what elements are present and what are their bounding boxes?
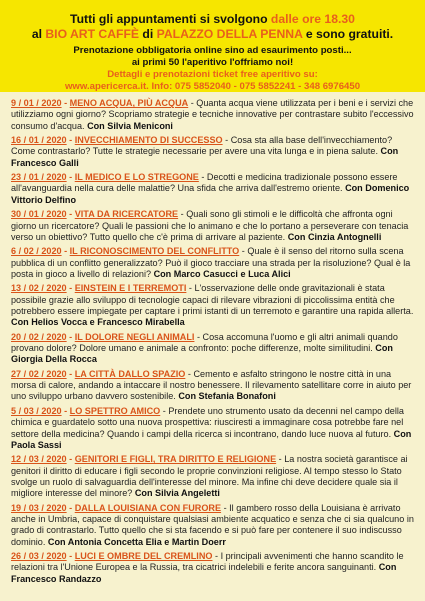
event-date-title: 23 / 01 / 2020 - IL MEDICO E LO STREGONE — [11, 172, 199, 183]
event-description: - I principali avvenimenti che hanno scandito le relazioni tra l'Unione Europea e la Russia, tra cicatrici indelebili e ferite ancora sanguinanti. — [11, 551, 404, 573]
event-date: 30 / 01 / 2020 — [11, 209, 67, 220]
event-date: 9 / 01 / 2020 — [11, 98, 62, 108]
event-item — [11, 172, 415, 206]
header-line-1-text: Tutti gli appuntamenti si svolgono — [70, 12, 271, 26]
event-date-title: 26 / 03 / 2020 - LUCI E OMBRE DEL CREMLINO — [11, 551, 213, 562]
event-description: - La nostra società garantisce ai genitori il diritto di educare i figli secondo le proprie convinzioni religiose. Al tempo stesso lo Stato svolge un ruolo di salvaguardia dell'interesse del minore. Ma infine chi deve decidere quale sia il migliore interesse del minore? — [11, 454, 408, 499]
event-item — [11, 454, 415, 499]
header-line-5: Dettagli e prenotazioni ticket free aperitivo su: — [107, 69, 318, 80]
event-item — [11, 98, 415, 132]
event-description: - Quale è il senso del ritorno sulla scena pubblica di un conflitto generalizzato? Può il gioco tracciare una strada per la risoluzione? Qual è la posta in gioco a livello di relazioni? — [11, 246, 411, 279]
event-date: 16 / 01 / 2020 — [11, 135, 67, 146]
event-description: - Quanta acqua viene utilizzata per i beni e i servizi che utilizziamo ogni giorno? Scopriamo strategie e tecniche innovative per contrastare subito l'eccessivo consumo d'acqua. — [11, 98, 414, 131]
event-date: 19 / 03 / 2020 — [11, 502, 67, 513]
event-date-title: 20 / 02 / 2020 - IL DOLORE NEGLI ANIMALI — [11, 331, 195, 342]
event-date: 13 / 02 / 2020 — [11, 283, 67, 294]
event-title: EINSTEIN E I TERREMOTI — [74, 283, 187, 294]
header-venue-cafe: BIO ART CAFFÈ — [45, 27, 140, 41]
header-line-6[interactable]: www.apericerca.it. Info: 075 5852040 - 075 5852241 - 348 6976450 — [64, 81, 361, 92]
event-title: IL DOLORE NEGLI ANIMALI — [74, 331, 195, 342]
event-date-title: 9 / 01 / 2020 - MENO ACQUA, PIÙ ACQUA — [11, 98, 189, 108]
event-list — [11, 98, 415, 588]
event-description: - L'osservazione delle onde gravitazionali è stata possibile grazie allo sviluppo di tecnologie capaci di rilevare vibrazioni di piccolissima entità che potrebbero essere impiegate per captare i primi istanti di un terremoto e garantire una rapida allerta. — [11, 283, 414, 316]
event-date-title: 16 / 01 / 2020 - INVECCHIAMENTO DI SUCCESSO — [11, 135, 223, 146]
event-description: - Cosa sta alla base dell'invecchiamento? Come contrastarlo? Tutte le strategie necessarie per avere una vita lunga e in piena salute. — [11, 135, 393, 157]
event-description: - Cemento e asfalto stringono le nostre città in una morsa di calore, andando a intaccare il nostro benessere. Il rilevamento satellitare corre in aiuto per uno sviluppo urbano davvero sostenibile. — [11, 368, 412, 402]
event-date: 12 / 03 / 2020 — [11, 454, 67, 465]
event-title: LO SPETTRO AMICO — [69, 405, 161, 416]
event-date-title: 27 / 02 / 2020 - LA CITTÀ DALLO SPAZIO — [11, 368, 186, 379]
event-title: INVECCHIAMENTO DI SUCCESSO — [74, 135, 223, 146]
event-description: - Decotti e medicina tradizionale possono essere all'avanguardia nella cura delle malattie? Una sfida che arriva dall'estremo oriente. — [11, 172, 398, 194]
event-description: - Quali sono gli stimoli e le difficoltà che affronta ogni giorno un ricercatore? Quali le passioni che lo animano e che lo portano a perseverare con tenacia verso un obiettivo? Tutto quello che c'è prima di arrivare al paziente. — [11, 209, 409, 242]
event-date-title: 13 / 02 / 2020 - EINSTEIN E I TERREMOTI — [11, 283, 187, 294]
event-item — [11, 209, 415, 243]
event-title: LA CITTÀ DALLO SPAZIO — [74, 368, 186, 379]
header-line-1 — [0, 12, 425, 27]
header-line-3: Prenotazione obbligatoria online sino ad esaurimento posti... — [73, 45, 352, 56]
event-item — [11, 503, 415, 548]
event-date: 23 / 01 / 2020 — [11, 172, 67, 183]
event-description: - Il gambero rosso della Louisiana è arrivato anche in Umbria, capace di conquistare qualsiasi ambiente acquatico e senza che ci sia qualcuno in grado di contrastarlo. Tutto quello che si sta facendo e si può fare per contenere il suo indiscusso dominio. — [11, 502, 414, 547]
event-date-title: 6 / 02 / 2020 - IL RICONOSCIMENTO DEL CONFLITTO — [11, 246, 240, 257]
event-speaker: Con Francesco Galli — [11, 146, 399, 168]
header-line-2-e: e sono gratuiti. — [302, 27, 394, 41]
event-speaker: Con Marco Casucci e Luca Alici — [153, 268, 291, 279]
event-title: GENITORI E FIGLI, TRA DIRITTO E RELIGIONE — [74, 454, 277, 465]
event-item — [11, 283, 415, 328]
event-item — [11, 332, 415, 366]
event-speaker: Con Helios Vocca e Francesco Mirabella — [11, 317, 185, 328]
event-title: IL RICONOSCIMENTO DEL CONFLITTO — [69, 246, 240, 257]
header-line-2-c: di — [139, 27, 157, 41]
event-date-title: 30 / 01 / 2020 - VITA DA RICERCATORE — [11, 209, 179, 220]
event-item — [11, 369, 415, 403]
event-date: 5 / 03 / 2020 — [11, 405, 62, 416]
event-speaker: Con Paola Sassi — [11, 428, 412, 450]
event-date-title: 5 / 03 / 2020 - LO SPETTRO AMICO — [11, 405, 161, 416]
event-description: - Prendete uno strumento usato da decenni nel campo della chimica e guardatelo sotto una nuova prospettiva: riusciresti a immaginare cosa potrebbe fare nel settore della medicina? Quando i campi della ricerca si incontrano, dando luce nuova al futuro. — [11, 405, 404, 439]
header-line-4: ai primi 50 l'aperitivo l'offriamo noi! — [131, 57, 294, 68]
event-speaker: Con Antonia Concetta Elia e Martin Doerr — [47, 536, 226, 547]
event-item — [11, 551, 415, 585]
event-title: LUCI E OMBRE DEL CREMLINO — [74, 551, 213, 562]
event-date: 6 / 02 / 2020 — [11, 246, 62, 257]
event-date: 26 / 03 / 2020 — [11, 551, 67, 562]
event-speaker: Con Giorgia Della Rocca — [11, 343, 393, 365]
event-date-title: 12 / 03 / 2020 - GENITORI E FIGLI, TRA DIRITTO E RELIGIONE — [11, 454, 277, 465]
event-item — [11, 406, 415, 451]
header-venue-palazzo: PALAZZO DELLA PENNA — [156, 27, 303, 41]
header-time: dalle ore 18.30 — [270, 12, 355, 26]
event-speaker: Con Silvia Meniconi — [87, 120, 173, 131]
event-title: IL MEDICO E LO STREGONE — [74, 172, 199, 183]
event-item — [11, 135, 415, 169]
event-speaker: Con Francesco Randazzo — [11, 562, 397, 584]
event-date-title: 19 / 03 / 2020 - DALLA LOUISIANA CON FURORE — [11, 502, 222, 513]
event-speaker: Con Silvia Angeletti — [134, 488, 220, 499]
event-date: 27 / 02 / 2020 — [11, 368, 67, 379]
event-speaker: Con Cinzia Antognelli — [287, 231, 382, 242]
event-item — [11, 246, 415, 280]
header-line-2-a: al — [31, 27, 46, 41]
event-title: VITA DA RICERCATORE — [74, 209, 179, 220]
header-line-2 — [0, 27, 425, 42]
event-title: MENO ACQUA, PIÙ ACQUA — [69, 98, 189, 108]
event-speaker: Con Stefania Bonafoni — [178, 391, 276, 402]
header-banner — [0, 0, 425, 92]
event-description: - Cosa accomuna l'uomo e gli altri animali quando provano dolore? Dolore umano e animale a confronto: poche differenze, molte similitudini. — [11, 331, 398, 354]
event-title: DALLA LOUISIANA CON FURORE — [74, 502, 222, 513]
event-speaker: Con Domenico Vittorio Delfino — [11, 183, 410, 205]
event-date: 20 / 02 / 2020 — [11, 331, 67, 342]
